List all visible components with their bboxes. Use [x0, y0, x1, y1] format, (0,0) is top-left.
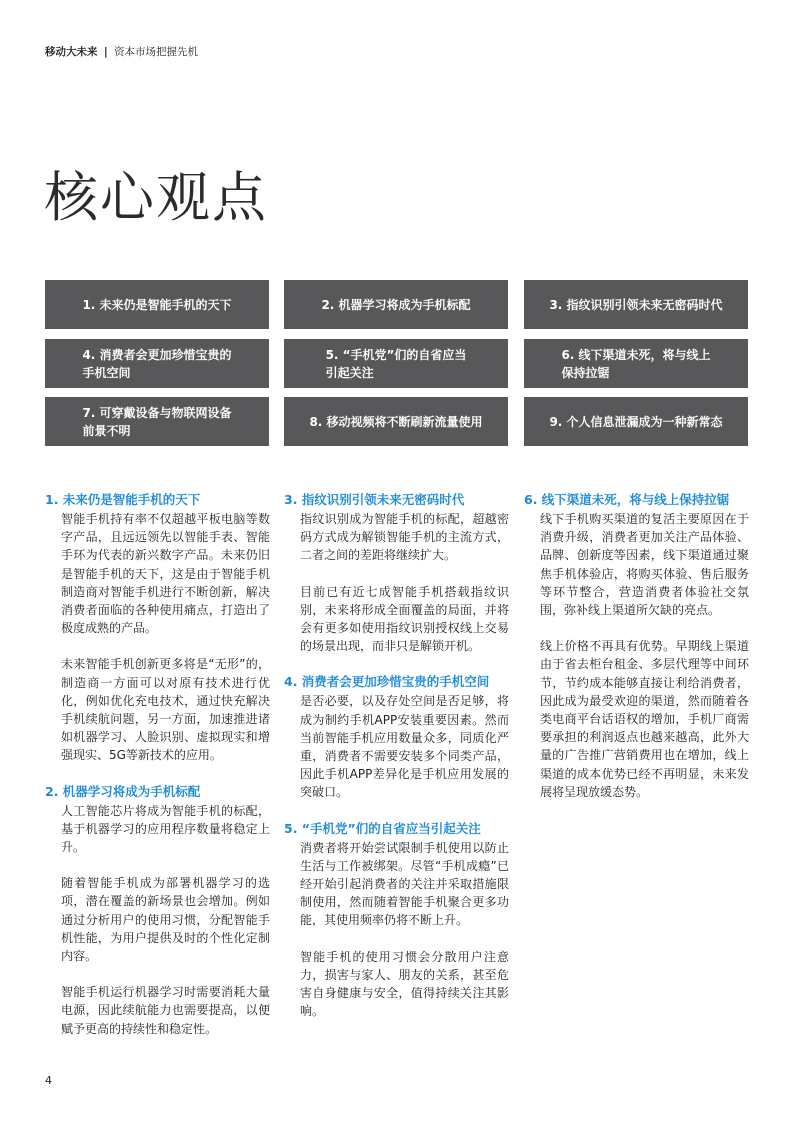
key-point-box [45, 280, 269, 329]
key-point-box [284, 339, 508, 388]
key-point-box [284, 280, 508, 329]
key-point-label: 7. 可穿戴设备与物联网设备 前景不明 [82, 405, 232, 438]
key-point-label: 1. 未来仍是智能手机的天下 [82, 297, 232, 312]
key-point-box [524, 280, 748, 329]
key-point-label: 6. 线下渠道未死，将与线上 保持拉锯 [561, 347, 711, 380]
key-point-box [284, 397, 508, 446]
section-title: 4. 消费者会更加珍惜宝贵的手机空间 [284, 674, 490, 690]
section-title: 3. 指纹识别引领未来无密码时代 [284, 492, 465, 507]
key-point-label: 5. “手机党”们的自省应当 引起关注 [325, 347, 467, 380]
section-paragraph: 未来智能手机创新更多将是“无形”的，制造商一方面可以对原有技术进行优化，例如优化充电技术，通过快充解决手机续航问题，另一方面，加速推进诸如机器学习、人脸识别、虚拟现实和增强现实、5G等新技术的应用。 [61, 657, 270, 763]
header-separator: | [103, 46, 108, 58]
column-left [45, 491, 270, 1056]
key-point-box [524, 397, 748, 446]
section-paragraph: 线下手机购买渠道的复活主要原因在于消费升级，消费者更加关注产品体验、品牌、创新度等因素，线下渠道通过聚焦手机体验店，将购买体验、售后服务等环节整合，营造消费者体验社交氛围，弥补线上渠道所欠缺的亮点。 [540, 512, 749, 618]
header-brand: 移动大未来 [45, 46, 98, 58]
section-paragraph: 随着智能手机成为部署机器学习的选项，潜在覆盖的新场景也会增加。例如通过分析用户的使用习惯，分配智能手机性能，为用户提供及时的个性化定制内容。 [61, 876, 270, 964]
section-title: 5. “手机党”们的自省应当引起关注 [284, 820, 481, 836]
running-header [45, 44, 198, 59]
page-number: 4 [45, 1074, 52, 1087]
section-paragraph: 线上价格不再具有优势。早期线上渠道由于省去柜台租金、多层代理等中间环节，节约成本能够直接让利给消费者，因此成为最受欢迎的渠道，然而随着各类电商平台话语权的增加，手机厂商需要承担的利润返点也越来越高，此外大量的广告推广营销费用也在增加，线上渠道的成本优势已经不再明显，未来发展将呈现放缓态势。 [540, 639, 749, 799]
section-paragraph: 消费者将开始尝试限制手机使用以防止生活与工作被绑架。尽管“手机成瘾”已经开始引起消费者的关注并采取措施限制使用，然而随着智能手机聚合更多功能，其使用频率仍将不断上升。 [300, 840, 509, 928]
section-title: 1. 未来仍是智能手机的天下 [45, 492, 201, 507]
key-point-box [45, 397, 269, 446]
section-title: 2. 机器学习将成为手机标配 [45, 783, 201, 799]
column-right [524, 491, 749, 819]
section-title: 6. 线下渠道未死，将与线上保持拉锯 [524, 492, 730, 507]
section-paragraph: 是否必要，以及存处空间是否足够，将成为制约手机APP安装重要因素。然而当前智能手机应用数量众多，同质化严重，消费者不需要安装多个同类产品，因此手机APP差异化是手机应用发展的突破口。 [300, 694, 509, 800]
key-point-label: 2. 机器学习将成为手机标配 [321, 297, 471, 312]
key-point-label: 3. 指纹识别引领未来无密码时代 [549, 297, 723, 312]
page-title: 核心观点 [44, 166, 268, 229]
section-paragraph: 目前已有近七成智能手机搭载指纹识别，未来将形成全面覆盖的局面，并将会有更多如使用指纹识别授权线上交易的场景出现，而非只是解锁开机。 [300, 584, 509, 654]
key-point-label: 9. 个人信息泄漏成为一种新常态 [549, 414, 723, 429]
section-paragraph: 智能手机持有率不仅超越平板电脑等数字产品，且远远领先以智能手表、智能手环为代表的新兴数字产品。未来仍旧是智能手机的天下，这是由于智能手机制造商对智能手机进行不断创新，解决消费者面临的各种使用痛点，打造出了极度成熟的产品。 [61, 512, 270, 636]
column-middle [284, 491, 509, 1038]
key-point-box [45, 339, 269, 388]
key-point-box [524, 339, 748, 388]
section-paragraph: 智能手机运行机器学习时需要消耗大量电源，因此续航能力也需要提高，以便赋予更高的持续性和稳定性。 [61, 985, 270, 1036]
section-paragraph: 指纹识别成为智能手机的标配，超越密码方式成为解锁智能手机的主流方式，二者之间的差距将继续扩大。 [300, 512, 509, 563]
header-subtitle: 资本市场把握先机 [114, 46, 199, 58]
key-point-label: 8. 移动视频将不断刷新流量使用 [309, 414, 483, 429]
key-point-label: 4. 消费者会更加珍惜宝贵的 手机空间 [82, 347, 232, 380]
section-paragraph: 人工智能芯片将成为智能手机的标配，基于机器学习的应用程序数量将稳定上升。 [61, 803, 270, 855]
section-paragraph: 智能手机的使用习惯会分散用户注意力，损害与家人、朋友的关系，甚至危害自身健康与安全，值得持续关注其影响。 [300, 949, 509, 1019]
